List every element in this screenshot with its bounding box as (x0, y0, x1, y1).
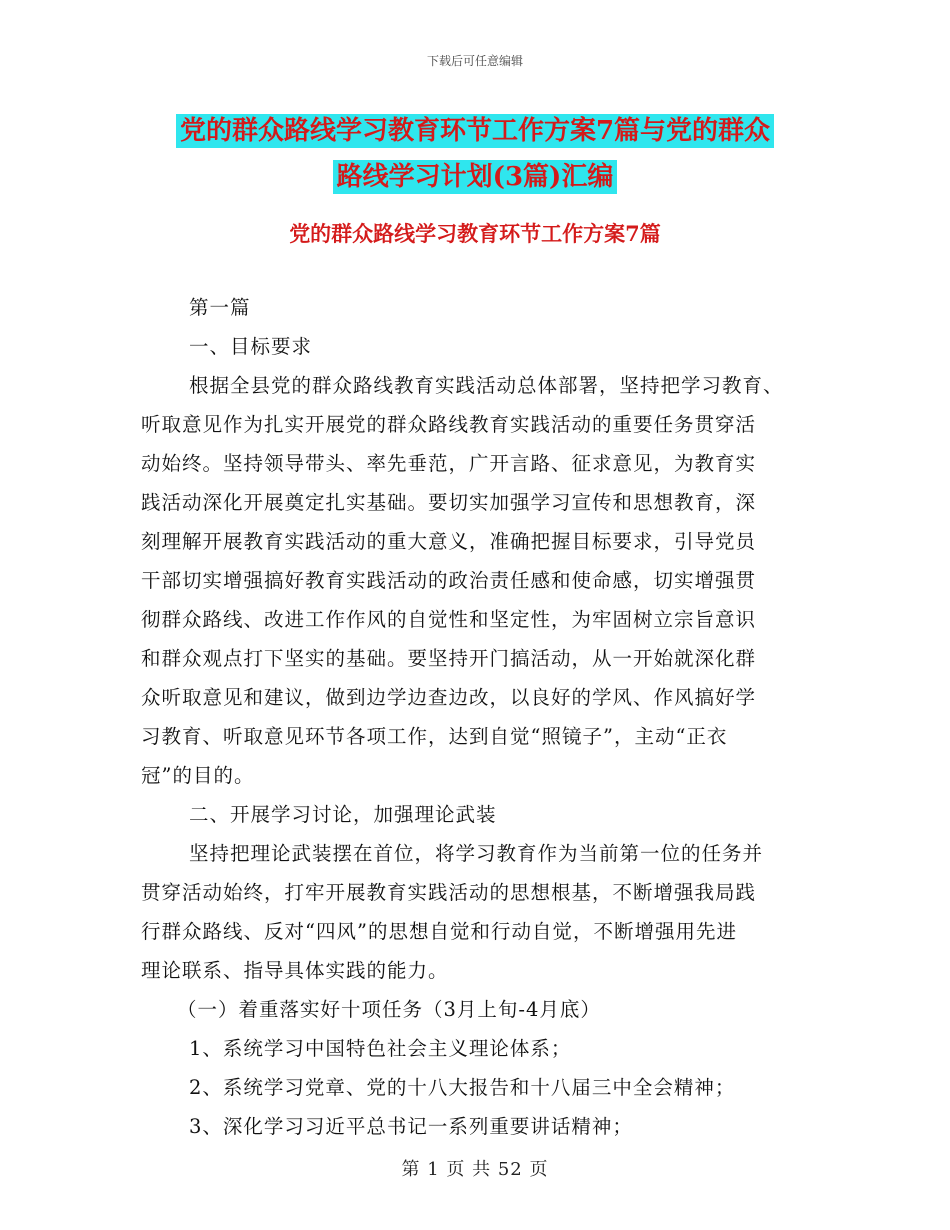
paragraph-line: 刻理解开展教育实践活动的重大意义，准确把握目标要求，引导党员 (141, 530, 757, 553)
section-title: 党的群众路线学习教育环节工作方案7篇 (289, 221, 661, 246)
paragraph-line: 和群众观点打下坚实的基础。要坚持开门搞活动，从一开始就深化群 (141, 647, 757, 670)
paragraph-line: 理论联系、指导具体实践的能力。 (141, 959, 449, 982)
paragraph-line: 践活动深化开展奠定扎实基础。要切实加强学习宣传和思想教育，深 (141, 491, 757, 514)
paragraph-line: 众听取意见和建议，做到边学边查边改，以良好的学风、作风搞好学 (141, 686, 757, 709)
paragraph-line: 听取意见作为扎实开展党的群众路线教育实践活动的重要任务贯穿活 (141, 413, 757, 436)
paragraph-line: 彻群众路线、改进工作作风的自觉性和坚定性，为牢固树立宗旨意识 (141, 608, 757, 631)
list-item: 1、系统学习中国特色社会主义理论体系； (189, 1037, 572, 1060)
subheading-study: 二、开展学习讨论，加强理论武装 (189, 803, 497, 826)
paragraph-line: 根据全县党的群众路线教育实践活动总体部署，坚持把学习教育、 (189, 374, 784, 397)
paragraph-line: 冠”的目的。 (141, 764, 255, 787)
paragraph-line: 习教育、听取意见环节各项工作，达到自觉“照镜子”，主动“正衣 (141, 725, 728, 748)
paragraph-line: 干部切实增强搞好教育实践活动的政治责任感和使命感，切实增强贯 (141, 569, 757, 592)
paragraph-line: 贯穿活动始终，打牢开展教育实践活动的思想根基，不断增强我局践 (141, 881, 757, 904)
paragraph-line: 行群众路线、反对“四风”的思想自觉和行动自觉，不断增强用先进 (141, 920, 737, 943)
document-title (140, 108, 810, 200)
subheading-goals: 一、目标要求 (189, 335, 313, 358)
list-item: 3、深化学习习近平总书记一系列重要讲话精神； (189, 1115, 633, 1138)
paragraph-line: 动始终。坚持领导带头、率先垂范，广开言路、征求意见，为教育实 (141, 452, 757, 475)
title-line-1: 党的群众路线学习教育环节工作方案7篇与党的群众 (176, 114, 774, 148)
document-body (141, 288, 801, 1146)
header-note: 下载后可任意编辑 (426, 54, 523, 68)
page-number: 第 1 页 共 52 页 (401, 1159, 549, 1180)
title-line-2: 路线学习计划(3篇)汇编 (333, 160, 618, 194)
chapter-heading: 第一篇 (189, 296, 251, 319)
list-item: 2、系统学习党章、党的十八大报告和十八届三中全会精神； (189, 1076, 736, 1099)
paragraph-line: 坚持把理论武装摆在首位，将学习教育作为当前第一位的任务并 (189, 842, 764, 865)
subheading-tasks: （一）着重落实好十项任务（3月上旬-4月底） (177, 998, 601, 1021)
